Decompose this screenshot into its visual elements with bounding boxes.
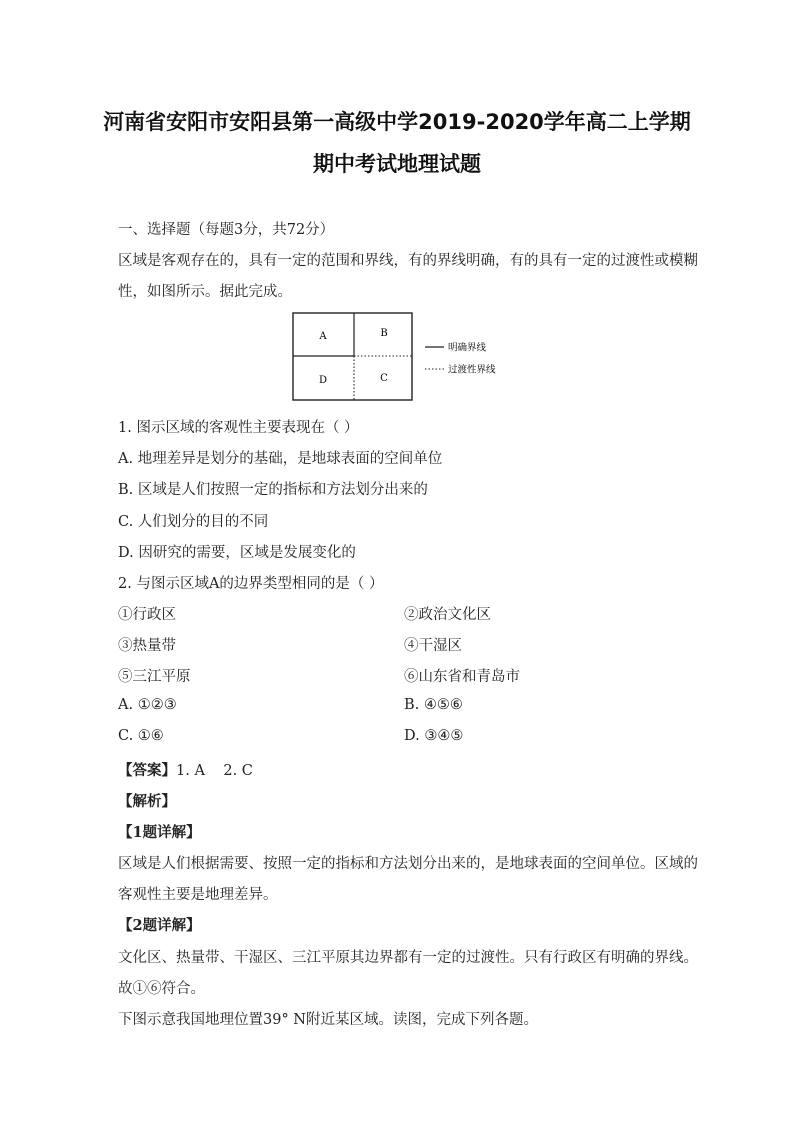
section-heading: 一、选择题（每题3分，共72分） bbox=[118, 222, 335, 238]
q1-stem: 1. 图示区域的客观性主要表现在（ ） bbox=[118, 420, 359, 436]
q2-stem: 2. 与图示区域A的边界类型相同的是（ ） bbox=[118, 576, 384, 592]
q1-option-d: D. 因研究的需要，区域是发展变化的 bbox=[118, 545, 356, 561]
analysis-label: 【解析】 bbox=[118, 793, 176, 810]
figure-cell-a: A bbox=[319, 331, 327, 342]
answer-label: 【答案】 bbox=[118, 762, 176, 779]
q2-item-6: ⑥山东省和青岛市 bbox=[404, 669, 520, 685]
q1-detail-label: 【1题详解】 bbox=[118, 824, 201, 841]
q1-detail-line-1: 区域是人们根据需要、按照一定的指标和方法划分出来的，是地球表面的空间单位。区域的 bbox=[118, 856, 698, 872]
q2-option-b: B. ④⑤⑥ bbox=[404, 697, 463, 713]
q2-item-3: ③热量带 bbox=[118, 638, 176, 654]
title-line-1: 河南省安阳市安阳县第一高级中学2019-2020学年高二上学期 bbox=[103, 110, 691, 134]
q1-option-a: A. 地理差异是划分的基础，是地球表面的空间单位 bbox=[118, 451, 443, 467]
q2-detail-line-2: 故①⑥符合。 bbox=[118, 981, 205, 997]
q1-option-c: C. 人们划分的目的不同 bbox=[118, 514, 269, 530]
q2-item-2: ②政治文化区 bbox=[404, 607, 491, 623]
intro-line-2: 性，如图所示。据此完成。 bbox=[118, 284, 292, 300]
q2-item-4: ④干湿区 bbox=[404, 638, 462, 654]
next-question-intro: 下图示意我国地理位置39° N附近某区域。读图，完成下列各题。 bbox=[118, 1012, 538, 1028]
answer-line bbox=[118, 759, 253, 780]
answer-text: 1. A 2. C bbox=[176, 763, 253, 779]
q2-option-d: D. ③④⑤ bbox=[404, 728, 464, 744]
q1-option-b: B. 区域是人们按照一定的指标和方法划分出来的 bbox=[118, 482, 428, 498]
figure-cell-c: C bbox=[380, 373, 388, 384]
region-boundary-figure bbox=[292, 312, 532, 402]
title-line-2: 期中考试地理试题 bbox=[313, 152, 481, 176]
q1-detail-line-2: 客观性主要是地理差异。 bbox=[118, 887, 278, 903]
figure-cell-d: D bbox=[318, 375, 328, 386]
q2-option-a: A. ①②③ bbox=[118, 697, 177, 713]
q2-item-5: ⑤三江平原 bbox=[118, 669, 191, 685]
legend-transition-boundary: 过渡性界线 bbox=[448, 364, 496, 376]
figure-cell-b: B bbox=[380, 328, 388, 339]
q2-item-1: ①行政区 bbox=[118, 607, 176, 623]
q2-detail-line-1: 文化区、热量带、干湿区、三江平原其边界都有一定的过渡性。只有行政区有明确的界线。 bbox=[118, 950, 698, 966]
legend-clear-boundary: 明确界线 bbox=[448, 342, 487, 354]
q2-option-c: C. ①⑥ bbox=[118, 728, 164, 744]
intro-line-1: 区域是客观存在的，具有一定的范围和界线，有的界线明确，有的具有一定的过渡性或模糊 bbox=[118, 253, 698, 269]
q2-detail-label: 【2题详解】 bbox=[118, 917, 201, 934]
